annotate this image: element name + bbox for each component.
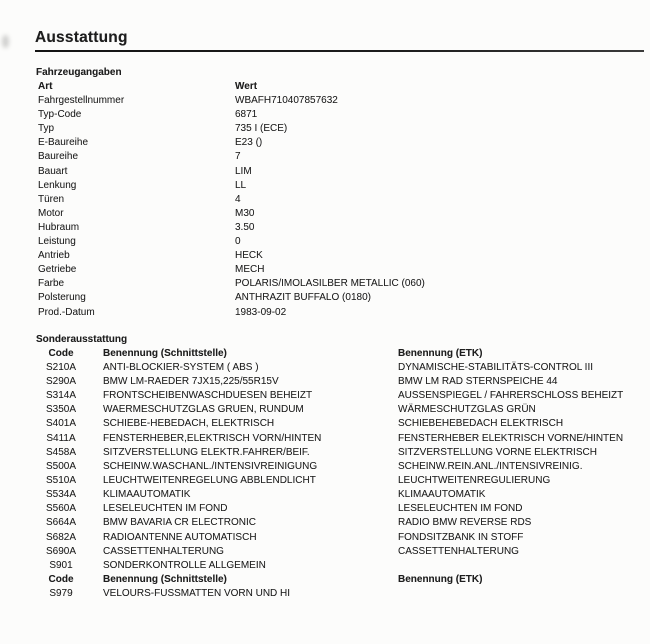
table-row [38,165,650,179]
option-code: S682A [45,531,77,543]
title-divider [35,50,644,52]
attribute-value: 3.50 [235,221,255,233]
table-row [38,94,650,108]
attribute-name: Motor [38,207,64,219]
table-row [36,559,650,573]
option-code: S979 [49,588,73,600]
table-row [36,531,650,545]
attribute-value: ANTHRAZIT BUFFALO (0180) [235,292,371,304]
attribute-name: Polsterung [38,292,86,304]
attribute-name: Typ [38,123,55,135]
option-name-etk: SCHIEBEHEBEDACH ELEKTRISCH [398,418,564,430]
attribute-name: Hubraum [38,221,80,233]
column-header-code: Code [48,347,74,359]
attribute-name: Farbe [38,278,65,290]
table-row [36,488,650,502]
option-code: S210A [45,361,77,373]
column-header-art: Art [38,81,53,92]
attribute-value: HECK [235,250,263,262]
table-row [36,432,650,446]
table-row [38,306,650,320]
option-code: S901 [49,559,73,571]
attribute-name: Getriebe [38,264,77,276]
table-row [36,417,650,431]
table-row [36,375,650,389]
table-row [38,136,650,150]
option-code: S458A [45,446,77,458]
attribute-name: Leistung [38,236,76,248]
attribute-name: Türen [38,193,65,205]
attribute-value: M30 [235,207,255,219]
option-name-schnittstelle: CASSETTENHALTERUNG [103,545,224,557]
option-name-etk: SCHEINW.REIN.ANL./INTENSIVREINIG. [398,460,583,472]
option-name-schnittstelle: ANTI-BLOCKIER-SYSTEM ( ABS ) [103,361,259,373]
table-row [38,207,650,221]
attribute-value: 0 [235,236,241,248]
option-name-etk: BMW LM RAD STERNSPEICHE 44 [398,375,558,387]
option-name-schnittstelle: WAERMESCHUTZGLAS GRUEN, RUNDUM [103,404,304,416]
option-code: S560A [45,503,77,515]
table-row [38,249,650,263]
table-row [38,193,650,207]
special-equipment-section [0,333,650,602]
column-header-schnittstelle: Benennung (Schnittstelle) [103,347,227,359]
table-row [38,108,650,122]
option-name-schnittstelle: SONDERKONTROLLE ALLGEMEIN [103,559,266,571]
table-row [38,277,650,291]
option-name-schnittstelle: SCHIEBE-HEBEDACH, ELEKTRISCH [103,418,275,430]
option-code: S290A [45,375,77,387]
scan-artifact [2,35,9,48]
option-code: S690A [45,545,77,557]
option-code: S401A [45,418,77,430]
table-row [36,502,650,516]
option-name-schnittstelle: BMW BAVARIA CR ELECTRONIC [103,517,256,529]
vehicle-section-heading: Fahrzeugangaben [36,67,122,78]
option-name-schnittstelle: FRONTSCHEIBENWASCHDUESEN BEHEIZT [103,390,313,402]
options-table-header-repeat [36,573,650,587]
option-name-schnittstelle: SITZVERSTELLUNG ELEKTR.FAHRER/BEIF. [103,446,310,458]
table-row [38,291,650,305]
attribute-value: 7 [235,151,241,163]
table-row [36,403,650,417]
special-equipment-heading: Sonderausstattung [36,333,128,345]
option-code: S314A [45,390,77,402]
table-row [36,545,650,559]
table-row [36,361,650,375]
option-name-schnittstelle: RADIOANTENNE AUTOMATISCH [103,531,257,543]
attribute-name: Baureihe [38,151,79,163]
attribute-name: Fahrgestellnummer [38,95,125,107]
table-row [36,446,650,460]
option-name-etk: RADIO BMW REVERSE RDS [398,517,532,529]
option-code: S664A [45,517,77,529]
option-name-schnittstelle: KLIMAAUTOMATIK [103,489,191,501]
option-name-etk: KLIMAAUTOMATIK [398,489,486,501]
equipment-report-page [0,29,650,644]
option-name-etk: FENSTERHEBER ELEKTRISCH VORNE/HINTEN [398,432,624,444]
vehicle-data-section [0,66,650,320]
table-row [38,179,650,193]
option-name-schnittstelle: LEUCHTWEITENREGELUNG ABBLENDLICHT [103,475,316,486]
attribute-name: Lenkung [38,179,77,191]
option-code: S411A [46,432,76,444]
attribute-value: LIM [235,165,252,177]
table-row [36,389,650,403]
option-name-etk [398,559,650,573]
table-row [38,221,650,235]
table-row [38,122,650,136]
column-header-etk: Benennung (ETK) [398,347,483,359]
column-header-wert: Wert [235,81,258,92]
option-name-schnittstelle: FENSTERHEBER,ELEKTRISCH VORN/HINTEN [103,432,322,444]
option-name-schnittstelle: BMW LM-RAEDER 7JX15,225/55R15V [103,375,279,387]
table-row [36,587,650,601]
option-name-etk: AUSSENSPIEGEL / FAHRERSCHLOSS BEHEIZT [398,390,624,402]
option-name-etk: CASSETTENHALTERUNG [398,545,519,557]
option-name-etk: DYNAMISCHE-STABILITÄTS-CONTROL III [398,361,594,373]
attribute-value: 735 I (ECE) [235,123,288,135]
attribute-value: MECH [235,264,265,276]
option-name-etk: WÄRMESCHUTZGLAS GRÜN [398,404,536,416]
option-name-etk [398,587,650,601]
table-row [38,150,650,164]
option-name-schnittstelle: LESELEUCHTEN IM FOND [103,503,228,515]
attribute-name: E-Baureihe [38,137,89,149]
attribute-value: LL [235,179,247,191]
attribute-value: 1983-09-02 [235,306,287,318]
column-header-code: Code [48,574,74,586]
option-name-schnittstelle: SCHEINW.WASCHANL./INTENSIVREINIGUNG [103,460,318,472]
table-row [36,474,650,488]
attribute-name: Prod.-Datum [38,306,95,318]
option-name-schnittstelle: VELOURS-FUSSMATTEN VORN UND HI [103,588,291,600]
attribute-value: 6871 [235,109,258,121]
attribute-value: WBAFH710407857632 [235,95,338,107]
column-header-schnittstelle: Benennung (Schnittstelle) [103,574,227,586]
option-code: S500A [45,460,77,472]
vehicle-table-header [38,80,650,94]
attribute-name: Antrieb [38,250,70,262]
attribute-value: POLARIS/IMOLASILBER METALLIC (060) [235,278,425,290]
attribute-value: 4 [235,193,241,205]
attribute-name: Typ-Code [38,109,82,121]
table-row [36,460,650,474]
table-row [38,263,650,277]
attribute-value: E23 () [235,137,263,149]
column-header-etk: Benennung (ETK) [398,574,483,586]
option-code: S510A [45,475,77,486]
option-name-etk: LESELEUCHTEN IM FOND [398,503,523,515]
option-name-etk: SITZVERSTELLUNG VORNE ELEKTRISCH [398,446,597,458]
option-code: S350A [45,404,77,416]
option-name-etk: FONDSITZBANK IN STOFF [398,531,524,543]
option-code: S534A [45,489,77,501]
attribute-name: Bauart [38,165,68,177]
table-row [38,235,650,249]
page-title: Ausstattung [35,29,128,46]
table-row [36,516,650,530]
option-name-etk: LEUCHTWEITENREGULIERUNG [398,475,551,486]
options-table-header [36,347,650,361]
